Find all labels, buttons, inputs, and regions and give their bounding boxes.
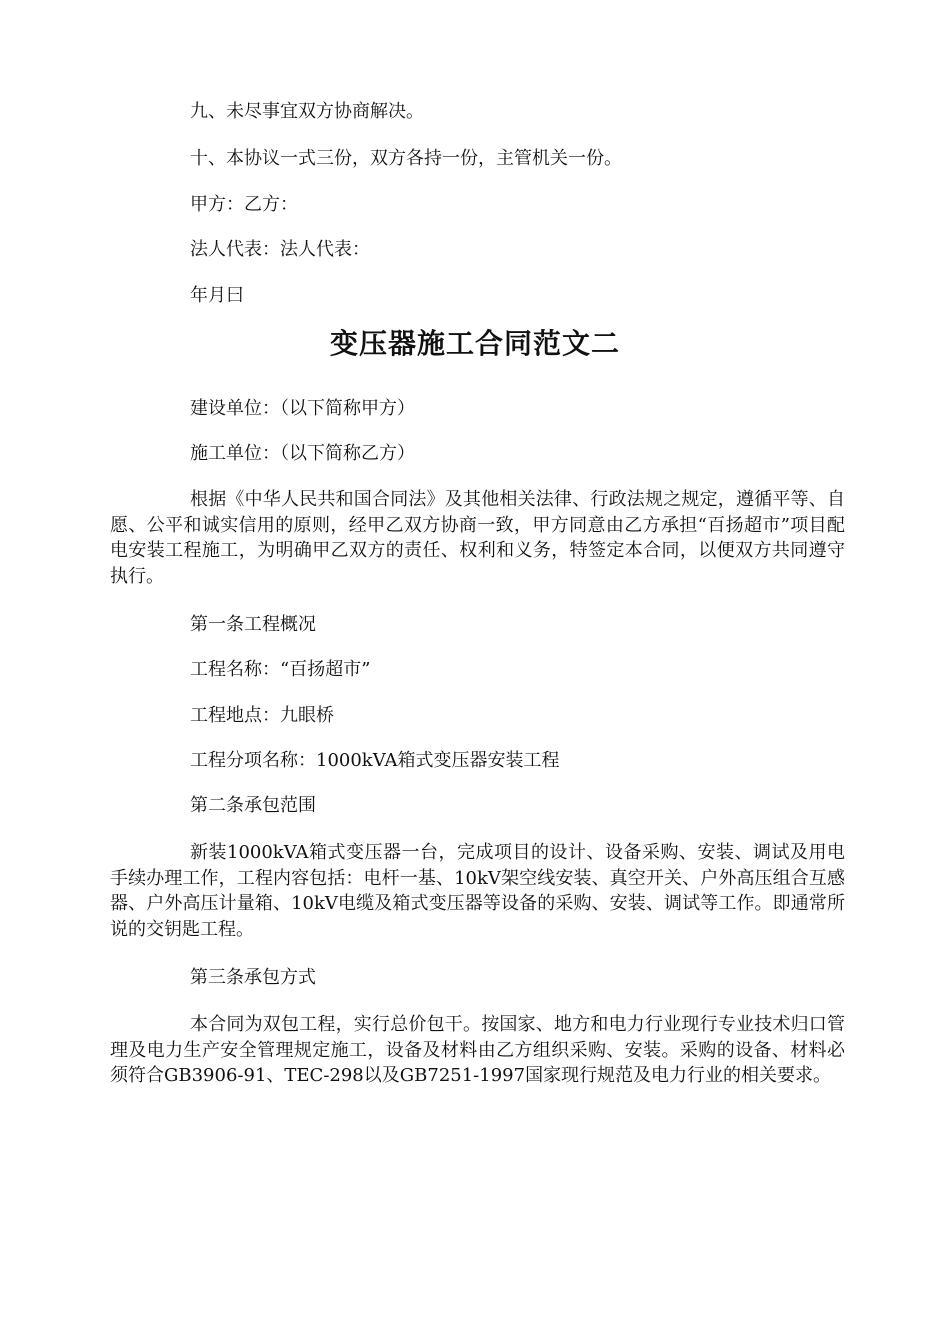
article2-heading: 第二条承包范围 bbox=[190, 795, 316, 816]
article3-body: 本合同为双包工程，实行总价包干。按国家、地方和电力行业现行专业技术归口管理及电力生产安全管理规定施工，设备及材料由乙方组织采购、安装。采购的设备、材料必须符合GB3906-91、TEC-298以及GB7251-1997国家现行规范及电力行业的相关要求。 bbox=[110, 1014, 845, 1086]
party-a-line: 建设单位：（以下简称甲方） bbox=[190, 398, 415, 419]
clause-ten: 十、本协议一式三份，双方各持一份，主管机关一份。 bbox=[190, 148, 622, 169]
project-name-line: 工程名称：“百扬超市” bbox=[190, 659, 371, 680]
project-subitem-line: 工程分项名称：1000kVA箱式变压器安装工程 bbox=[190, 750, 560, 771]
party-b-line: 施工单位：（以下简称乙方） bbox=[190, 443, 415, 464]
project-location-line: 工程地点：九眼桥 bbox=[190, 705, 334, 726]
intro-paragraph: 根据《中华人民共和国合同法》及其他相关法律、行政法规之规定，遵循平等、自愿、公平和诚实信用的原则，经甲乙双方协商一致，甲方同意由乙方承担“百扬超市”项目配电安装工程施工，为明确甲乙双方的责任、权利和义务，特签定本合同，以便双方共同遵守执行。 bbox=[110, 489, 845, 587]
signature-representative-line: 法人代表：法人代表： bbox=[190, 239, 370, 260]
article2-body: 新装1000kVA箱式变压器一台，完成项目的设计、设备采购、安装、调试及用电手续办理工作，工程内容包括：电杆一基、10kV架空线安装、真空开关、户外高压组合互感器、户外高压计量箱、10kV电缆及箱式变压器等设备的采购、安装、调试等工作。即通常所说的交钥匙工程。 bbox=[110, 842, 845, 940]
signature-party-line: 甲方：乙方： bbox=[190, 194, 298, 215]
clause-nine: 九、未尽事宜双方协商解决。 bbox=[190, 101, 424, 122]
document-title: 变压器施工合同范文二 bbox=[329, 327, 620, 360]
signature-date-line: 年月曰 bbox=[190, 285, 244, 306]
article3-heading: 第三条承包方式 bbox=[190, 967, 316, 988]
article1-heading: 第一条工程概况 bbox=[190, 614, 316, 635]
